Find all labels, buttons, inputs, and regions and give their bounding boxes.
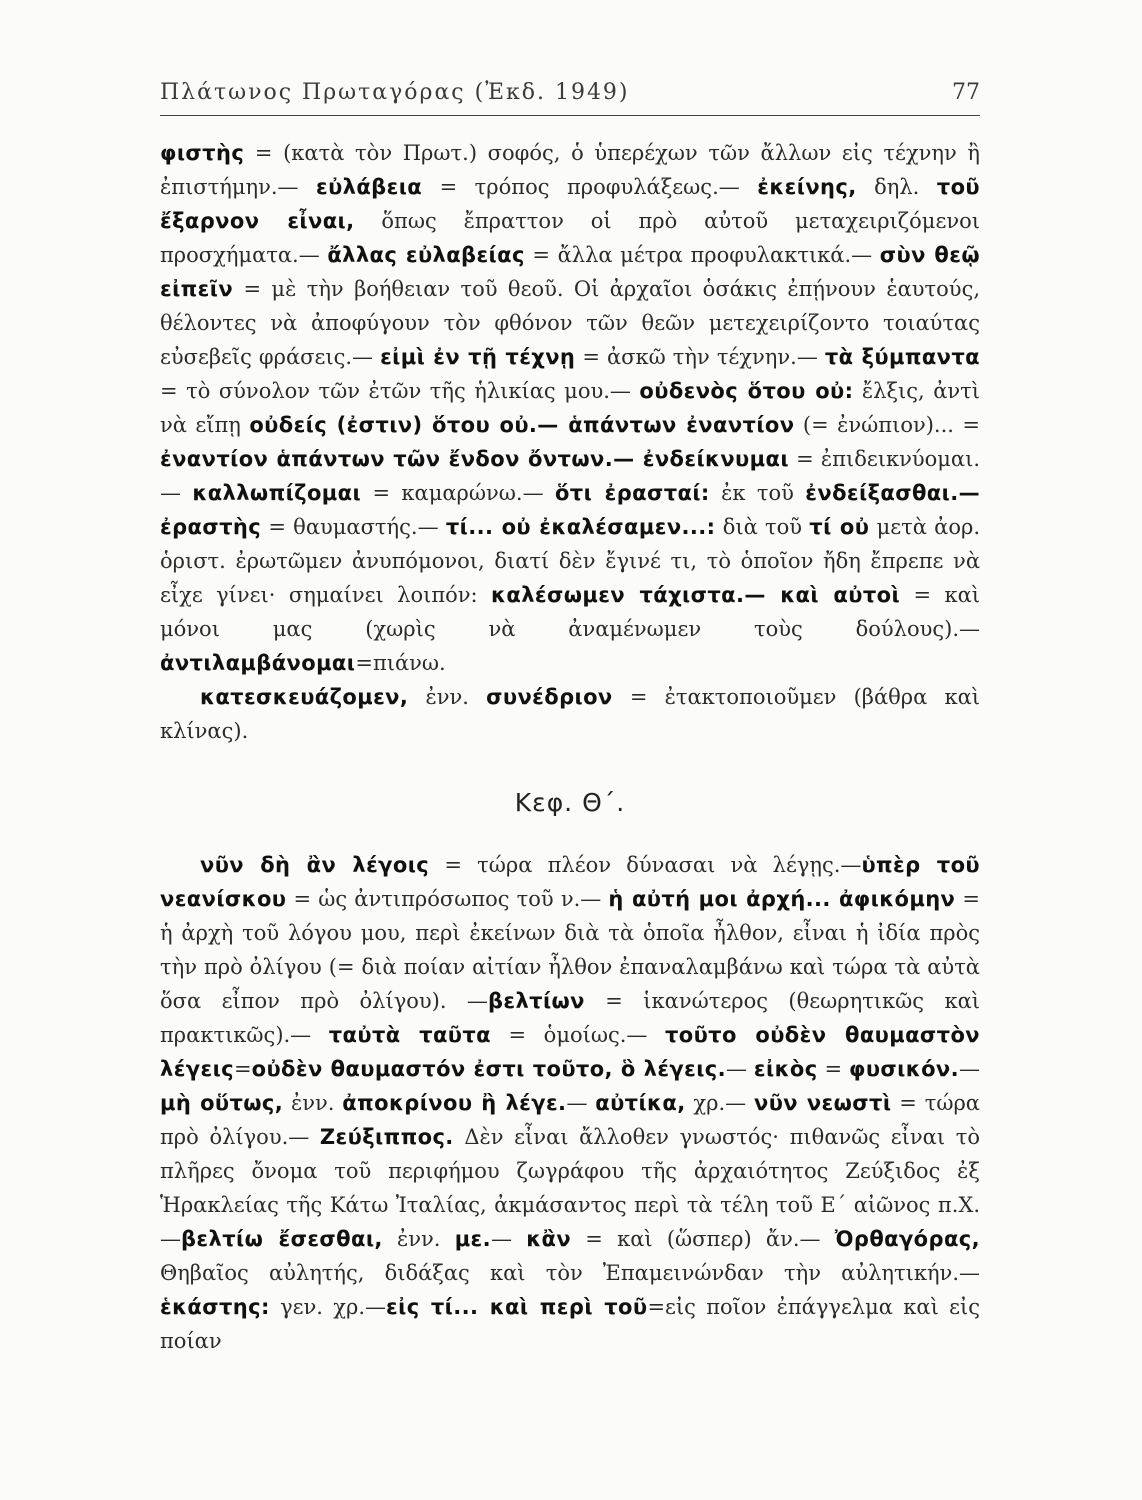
gloss-text: — (491, 1227, 527, 1251)
gloss-text: = ὡς ἀντιπρόσωπος τοῦ ν.— (286, 887, 609, 911)
lemma-term: εἰς τί... καὶ περὶ τοῦ (386, 1295, 648, 1319)
running-header (160, 60, 980, 116)
lemma-term: σὺν θεῷ εἰπεῖν (160, 243, 981, 301)
lemma-term: μὴ οὕτως, (160, 1091, 284, 1115)
gloss-text: =εἰς ποῖον ἐπάγγελμα καὶ εἰς ποίαν (160, 1295, 980, 1353)
lemma-term: κατεσκευάζομεν, (200, 685, 409, 709)
gloss-text: = καὶ μόνοι μας (χωρὶς νὰ ἀναμένωμεν τοὺς δούλους).— (160, 583, 981, 641)
lemma-term: νῦν νεωστὶ (754, 1091, 892, 1115)
gloss-text: = τὸ σύνολον τῶν ἐτῶν τῆς ἡλικίας μου.— (160, 379, 640, 403)
lemma-term: βελτίω ἔσεσθαι, (181, 1227, 383, 1251)
lemma-term: ταὐτὰ ταῦτα (328, 1023, 491, 1047)
page-body (160, 136, 980, 1358)
lemma-term: οὐδείς (ἐστιν) ὅτου οὐ.— ἁπάντων ἐναντίον (249, 413, 795, 437)
gloss-text: ἐκ τοῦ (709, 481, 806, 505)
gloss-text: ἔλξις, ἀντὶ νὰ εἴπῃ (160, 379, 980, 437)
gloss-text: = καμαρώνω.— (361, 481, 555, 505)
paragraph (160, 680, 980, 748)
lemma-term: τοῦτο οὐδὲν θαυμαστὸν λέγεις (160, 1023, 981, 1081)
lemma-term: ἐνδείξασθαι.—ἐραστὴς (160, 481, 980, 539)
gloss-text: = τρόπος προφυλάξεως.— (422, 175, 758, 199)
gloss-text: = ἄλλα μέτρα προφυλακτικά.— (524, 243, 880, 267)
gloss-text: = ὁμοίως.— (491, 1023, 665, 1047)
gloss-text: ἐνν. (408, 685, 487, 709)
lemma-term: φιστὴς (160, 141, 245, 165)
gloss-text: διὰ τοῦ (715, 515, 810, 539)
lemma-term: νῦν δὴ ἂν λέγοις (200, 853, 430, 877)
lemma-term: τί... οὐ ἐκαλέσαμεν...: (445, 515, 716, 539)
lemma-term: ἀποκρίνου ἢ λέγε. (342, 1091, 567, 1115)
gloss-text: = ἐτακτοποιοῦμεν (βάθρα καὶ κλίνας). (160, 685, 981, 743)
gloss-text: χρ.— (685, 1091, 754, 1115)
lemma-term: τί οὐ (809, 515, 870, 539)
lemma-term: εἰμὶ ἐν τῇ τέχνῃ (380, 345, 576, 369)
gloss-text: = ἡ ἀρχὴ τοῦ λόγου μου, περὶ ἐκείνων διὰ τὰ ὁποῖα ἦλθον, εἶναι ἡ ἰδία πρὸς τὴν πρὸ ὀλίγου (= διὰ ποίαν αἰτίαν ἦλθον ἐπαναλαμβάνω καὶ τώρα τὰ αὐτὰ ὅσα εἶπον πρὸ ὀλίγου). — (160, 887, 980, 1013)
lemma-term: ἐκείνης, (757, 175, 857, 199)
lemma-term: τοῦ ἔξαρνον εἶναι, (160, 175, 981, 233)
gloss-text: =πιάνω. (355, 651, 446, 675)
gloss-text: ὅπως ἔπραττον οἱ πρὸ αὐτοῦ μεταχειριζόμενοι προσχήματα.— (160, 209, 980, 267)
gloss-text: = (234, 1057, 252, 1081)
lemma-term: καλέσωμεν τάχιστα.— καὶ αὐτοὶ (491, 583, 901, 607)
lemma-term: τὰ ξύμπαντα (824, 345, 981, 369)
lemma-term: ἑκάστης: (160, 1295, 270, 1319)
gloss-text: — (566, 1091, 596, 1115)
lemma-term: κἂν (526, 1227, 572, 1251)
gloss-text: — (726, 1057, 754, 1081)
paragraph (160, 848, 980, 1358)
lemma-term: εὐλάβεια (316, 175, 423, 199)
lemma-term: συνέδριον (486, 685, 613, 709)
gloss-text: = τώρα πλέον δύνασαι νὰ λέγῃς.— (429, 853, 862, 877)
gloss-text: = θαυμαστής.— (261, 515, 446, 539)
lemma-term: φυσικόν. (849, 1057, 959, 1081)
chapter-heading: Κεφ. Θ΄. (514, 788, 626, 817)
gloss-text: ἐνν. (283, 1091, 343, 1115)
lemma-term: εἰκὸς (753, 1057, 818, 1081)
book-page (160, 60, 980, 1480)
gloss-text: = τώρα πρὸ ὀλίγου.— (160, 1091, 980, 1149)
lemma-term: αὐτίκα, (595, 1091, 686, 1115)
lemma-term: Ὀρθαγόρας, (834, 1227, 980, 1251)
gloss-text: γεν. χρ.— (269, 1295, 387, 1319)
gloss-text: — (958, 1057, 980, 1081)
gloss-text: ἐνν. (382, 1227, 455, 1251)
gloss-text: Θηβαῖος αὐλητής, διδάξας καὶ τὸν Ἐπαμεινώνδαν τὴν αὐλητικήν.— (160, 1261, 980, 1285)
lemma-term: οὐδενὸς ὅτου οὐ: (639, 379, 854, 403)
lemma-term: καλλωπίζομαι (192, 481, 362, 505)
gloss-text: μετὰ ἀορ. ὁριστ. ἐρωτῶμεν ἀνυπόμονοι, διατί δὲν ἔγινέ τι, τὸ ὁποῖον ἤδη ἔπρεπε νὰ εἶχε γίνει· σημαίνει λοιπόν: (160, 515, 980, 607)
header-title: Πλάτωνος Πρωταγόρας (Ἐκδ. 1949) (160, 80, 630, 105)
gloss-text: = (817, 1057, 849, 1081)
gloss-text: = (κατὰ τὸν Πρωτ.) σοφός, ὁ ὑπερέχων τῶν ἄλλων εἰς τέχνην ἢ ἐπιστήμην.— (160, 141, 980, 199)
gloss-text: = ἀσκῶ τὴν τέχνην.— (575, 345, 825, 369)
gloss-text: = καὶ (ὥσπερ) ἄν.— (571, 1227, 835, 1251)
lemma-term: ἄλλας εὐλαβείας (327, 243, 525, 267)
lemma-term: βελτίων (487, 989, 585, 1013)
gloss-text: = ἱκανώτερος (θεωρητικῶς καὶ πρακτικῶς).— (160, 989, 980, 1047)
gloss-text: = μὲ τὴν βοήθειαν τοῦ θεοῦ. Οἱ ἀρχαῖοι ὁσάκις ἐπῄνουν ἑαυτούς, θέλοντες νὰ ἀποφύγουν τὸν φθόνον τῶν θεῶν μετεχειρίζοντο τοιαύτας εὐσεβεῖς φράσεις.— (160, 277, 980, 369)
page-number: 77 (952, 80, 980, 105)
lemma-term: ἡ αὐτή μοι ἀρχή... ἀφικόμην (608, 887, 956, 911)
lemma-term: ἐναντίον ἁπάντων τῶν ἔνδον ὄντων.— ἐνδείκνυμαι (160, 447, 789, 471)
gloss-text: δηλ. (856, 175, 937, 199)
lemma-term: ὅτι ἐρασταί: (554, 481, 710, 505)
lemma-term: Ζεύξιππος. (319, 1125, 454, 1149)
gloss-text: Δὲν εἶναι ἄλλοθεν γνωστός· πιθανῶς εἶναι τὸ πλῆρες ὄνομα τοῦ περιφήμου ζωγράφου τῆς ἀρχαιότητος Ζεύξιδος ἐξ Ἡρακλείας τῆς Κάτω Ἰταλίας, ἀκμάσαντος περὶ τὰ τέλη τοῦ Ε΄ αἰῶνος π.Χ.— (160, 1125, 980, 1251)
lemma-term: με. (454, 1227, 492, 1251)
gloss-text: = ἐπιδεικνύομαι. — (160, 447, 981, 505)
lemma-term: ὑπὲρ τοῦ νεανίσκου (160, 853, 980, 911)
lemma-term: ἀντιλαμβάνομαι (160, 651, 356, 675)
gloss-text: (= ἐνώπιον)... = (794, 413, 981, 437)
paragraph (160, 136, 980, 680)
lemma-term: οὐδὲν θαυμαστόν ἐστι τοῦτο, ὃ λέγεις. (251, 1057, 727, 1081)
